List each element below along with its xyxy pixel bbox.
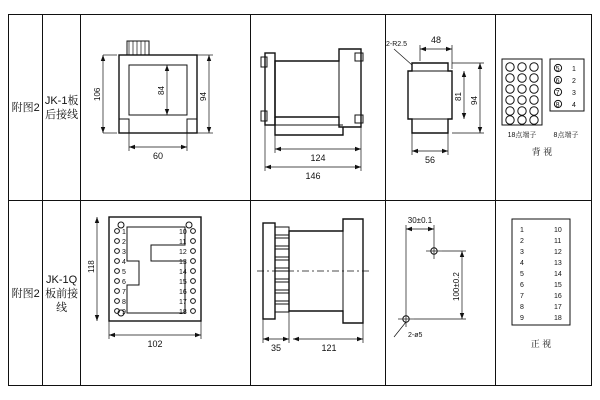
pin-label-14: 14 bbox=[179, 269, 187, 276]
dim-60: 60 bbox=[152, 151, 164, 161]
dim-146: 146 bbox=[305, 171, 321, 181]
product-name-cell-1 bbox=[43, 15, 81, 200]
terminal-num-7: 7 bbox=[555, 90, 560, 97]
terminal-num-6: 6 bbox=[555, 78, 560, 85]
caption-rear-view: 背 视 bbox=[531, 147, 553, 157]
side-view-cell-1 bbox=[251, 15, 386, 200]
dim-124: 124 bbox=[310, 153, 326, 163]
drawing-table bbox=[8, 14, 592, 386]
row-num-15: 15 bbox=[554, 282, 562, 289]
pin-label-2: 2 bbox=[122, 239, 126, 246]
note-2-dia5: 2-ø5 bbox=[408, 332, 423, 339]
pin-label-7: 7 bbox=[122, 289, 126, 296]
front-panel-cell-2 bbox=[81, 201, 251, 386]
dim-56: 56 bbox=[424, 155, 436, 165]
row-num-9: 9 bbox=[520, 315, 524, 322]
dim-102: 102 bbox=[147, 339, 163, 349]
pin-label-17: 17 bbox=[179, 299, 187, 306]
pin-label-15: 15 bbox=[179, 279, 187, 286]
hole-pattern-cell-2 bbox=[386, 201, 496, 386]
row-num-6: 6 bbox=[520, 282, 524, 289]
pin-label-9: 9 bbox=[122, 309, 126, 316]
side-view-cell-2 bbox=[251, 201, 386, 386]
figure-label-1: 附图2 bbox=[11, 101, 40, 114]
terminal-num-2: 2 bbox=[572, 78, 576, 85]
row-num-2: 2 bbox=[520, 238, 524, 245]
dim-35: 35 bbox=[270, 343, 282, 353]
pin-label-12: 12 bbox=[179, 249, 187, 256]
dim-118: 118 bbox=[87, 260, 96, 273]
dim-106: 106 bbox=[93, 87, 102, 101]
terminal-table-cell-2 bbox=[496, 201, 591, 386]
terminal-layout-drawing-1 bbox=[496, 15, 591, 200]
terminal-num-4: 4 bbox=[572, 102, 576, 109]
side-view-drawing-1 bbox=[251, 15, 386, 200]
pin-label-8: 8 bbox=[122, 299, 126, 306]
cutout-view-cell-1 bbox=[386, 15, 496, 200]
row-num-12: 12 bbox=[554, 249, 562, 256]
terminal-num-8: 8 bbox=[555, 102, 560, 109]
row-num-10: 10 bbox=[554, 227, 562, 234]
caption-front-view: 正 视 bbox=[530, 339, 552, 349]
pin-label-4: 4 bbox=[122, 259, 126, 266]
row-num-13: 13 bbox=[554, 260, 562, 267]
row-num-5: 5 bbox=[520, 271, 524, 278]
table-row bbox=[9, 15, 591, 201]
dim-30-tol: 30±0.1 bbox=[407, 216, 433, 225]
side-view-drawing-2 bbox=[251, 201, 386, 386]
row-num-8: 8 bbox=[520, 304, 524, 311]
terminal-num-5: 5 bbox=[555, 66, 560, 73]
caption-8-terminal: 8点端子 bbox=[553, 132, 579, 139]
dim-121: 121 bbox=[321, 343, 337, 353]
figure-label-cell-2 bbox=[9, 201, 43, 386]
pin-label-3: 3 bbox=[122, 249, 126, 256]
pin-label-5: 5 bbox=[122, 269, 126, 276]
row-num-14: 14 bbox=[554, 271, 562, 278]
row-num-18: 18 bbox=[554, 315, 562, 322]
dim-84: 84 bbox=[157, 86, 166, 95]
pin-label-16: 16 bbox=[179, 289, 187, 296]
product-name-2: JK-1Q板前接线 bbox=[45, 273, 79, 314]
row-num-4: 4 bbox=[520, 260, 524, 267]
hole-pattern-drawing-2 bbox=[386, 201, 496, 386]
row-num-16: 16 bbox=[554, 293, 562, 300]
terminal-num-3: 3 bbox=[572, 90, 576, 97]
dim-94b: 94 bbox=[470, 96, 479, 105]
row-num-7: 7 bbox=[520, 293, 524, 300]
pin-label-10: 10 bbox=[179, 229, 187, 236]
front-view-drawing-1 bbox=[81, 15, 251, 200]
dim-81: 81 bbox=[454, 92, 463, 101]
figure-label-2: 附图2 bbox=[11, 287, 40, 300]
row-num-1: 1 bbox=[520, 227, 524, 234]
caption-18-terminal: 18点端子 bbox=[507, 132, 537, 139]
product-name-cell-2 bbox=[43, 201, 81, 386]
row-num-17: 17 bbox=[554, 304, 562, 311]
dim-100-tol: 100±0.2 bbox=[452, 272, 461, 301]
pin-label-11: 11 bbox=[179, 239, 187, 246]
front-view-cell-1 bbox=[81, 15, 251, 200]
table-row bbox=[9, 201, 591, 386]
cutout-view-drawing-1 bbox=[386, 15, 496, 200]
dim-48: 48 bbox=[430, 35, 442, 45]
row-num-11: 11 bbox=[554, 238, 562, 245]
terminal-view-cell-1 bbox=[496, 15, 591, 200]
product-name-1: JK-1板后接线 bbox=[44, 94, 79, 121]
row-num-3: 3 bbox=[520, 249, 524, 256]
pin-label-13: 13 bbox=[179, 259, 187, 266]
terminal-num-1: 1 bbox=[572, 66, 576, 73]
dim-94: 94 bbox=[199, 92, 208, 101]
front-panel-drawing-2 bbox=[81, 201, 251, 386]
pin-label-6: 6 bbox=[122, 279, 126, 286]
pin-label-1: 1 bbox=[122, 229, 126, 236]
terminal-table-drawing-2 bbox=[496, 201, 591, 386]
note-2-r2p5: 2-R2.5 bbox=[386, 41, 408, 48]
pin-label-18: 18 bbox=[179, 309, 187, 316]
figure-label-cell-1 bbox=[9, 15, 43, 200]
